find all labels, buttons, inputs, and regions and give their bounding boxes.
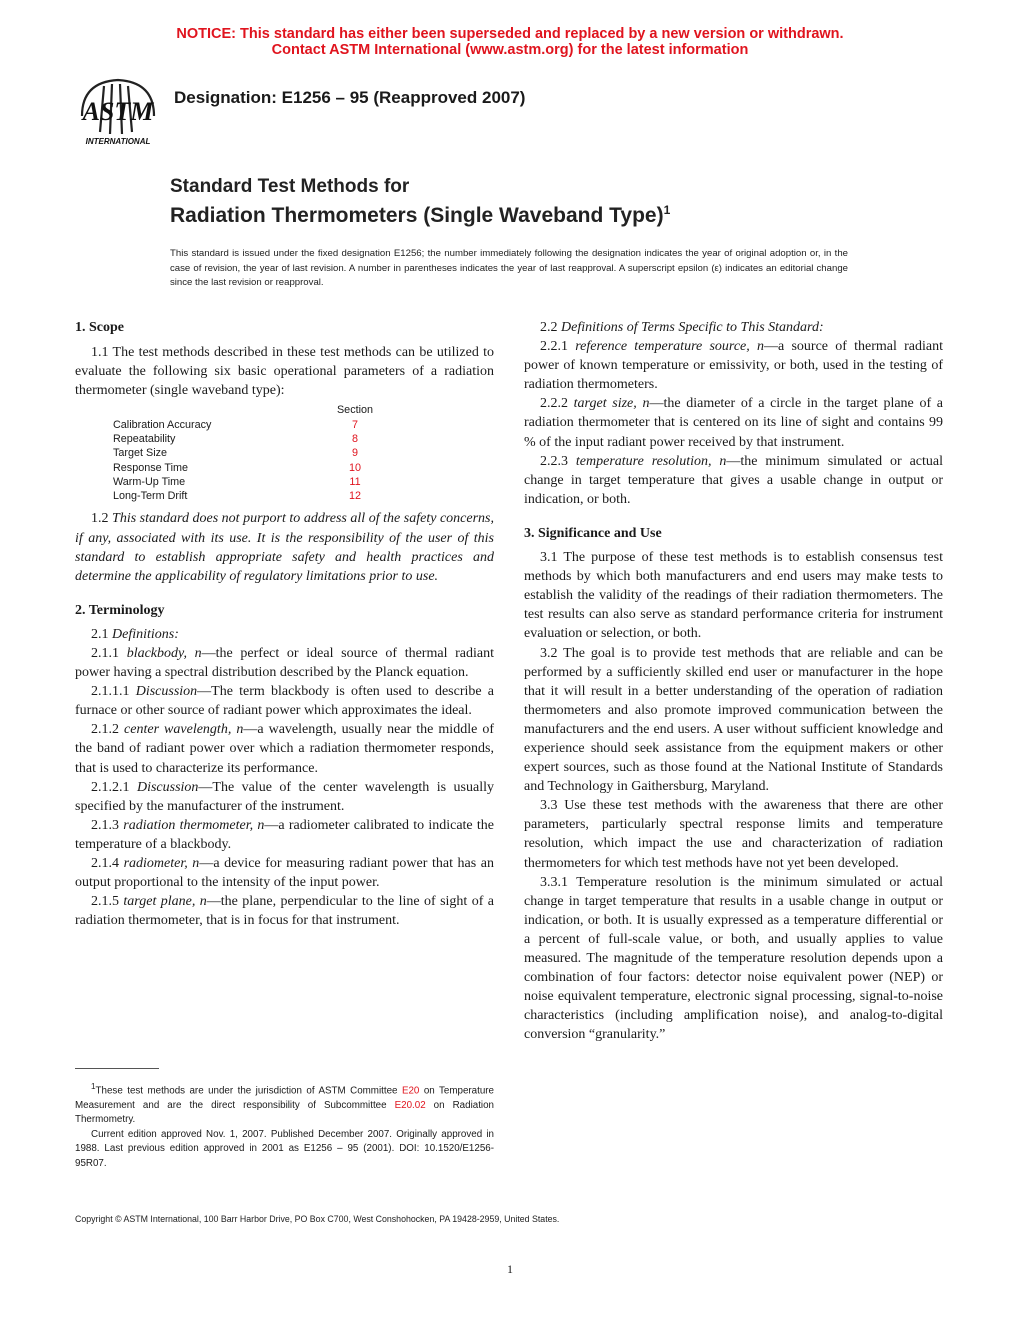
section-link[interactable]: 9: [351, 447, 358, 460]
term: target plane, n: [123, 894, 207, 910]
para-number: 2.1.3: [91, 817, 124, 833]
para-3-3: 3.3 Use these test methods with the awareness that there are other parameters, particularly spectral response limits and temperature resolution, which impact the use and characterization of radiation thermometers for which test methods have not yet been developed.: [524, 798, 943, 871]
right-column: [524, 318, 943, 1044]
title-line-2-text: Radiation Thermometers (Single Waveband Type): [170, 204, 664, 227]
section-row: [113, 446, 494, 460]
term: Discussion: [136, 779, 199, 795]
para-2-2-2: [524, 394, 943, 451]
para-2-1-2-1: [75, 778, 494, 816]
footnote-1: [75, 1080, 494, 1128]
definition: —The term blackbody is often used to describe a furnace or other source of radiant power which approximates the ideal.: [75, 684, 495, 719]
title-footnote-mark: 1: [663, 203, 671, 217]
significance-heading: 3. Significance and Use: [524, 525, 662, 541]
para-2-1-1: [75, 644, 494, 682]
footnote-text: These test methods are under the jurisdiction of ASTM Committee: [95, 1085, 402, 1097]
para-3-1: 3.1 The purpose of these test methods is to establish consensus test methods by which both manufacturers and end users may make tests to establish the validity of the readings of their radiation thermometers. The test results can also serve as standard performance criteria for instrument evaluation or selection, or both.: [524, 550, 943, 642]
subcommittee-link[interactable]: E20.02: [394, 1099, 426, 1111]
title-line-1: Standard Test Methods for: [170, 176, 410, 197]
definition: —a wavelength, usually near the middle of the band of radiant power over which a radiation thermometer responds, that is used to characterize its performance.: [75, 722, 494, 776]
definition: —The value of the center wavelength is usually specified by the manufacturer of the instrument.: [75, 779, 495, 814]
para-number: 1.2: [91, 511, 113, 527]
section-name: Calibration Accuracy: [113, 418, 212, 431]
section-name: Repeatability: [113, 432, 176, 445]
para-number: 2.1.4: [91, 856, 124, 872]
terminology-heading: 2. Terminology: [75, 602, 165, 618]
safety-statement: This standard does not purport to address all of the safety concerns, if any, associated with its use. It is the responsibility of the user of this standard to establish appropriate safety and health practices and determine the applicability of regulatory limitations prior to use.: [75, 511, 494, 584]
para-number: 2.1.1: [91, 646, 127, 662]
term: radiometer, n: [123, 856, 200, 872]
para-number: 2.1.2.1: [91, 779, 137, 795]
astm-logo-icon: [74, 76, 162, 148]
para-2-1-3: [75, 816, 494, 854]
definition: —the minimum simulated or actual change in target temperature that gives a usable change in output or indication, or both.: [524, 453, 944, 507]
section-link[interactable]: 12: [348, 490, 361, 503]
para-number: 2.1.2: [91, 722, 125, 738]
para-2-1-4: [75, 854, 494, 892]
definition: —the diameter of a circle in the target plane of a radiation thermometer that is centered on its line of sight and contains 99 % of the input radiant power received by that instrument.: [524, 396, 943, 450]
issued-note: This standard is issued under the fixed designation E1256; the number immediately following the designation indicates the year of original adoption or, in the case of revision, the year of last revision. A number in parentheses indicates the year of last reapproval. A superscript epsilon (ε) indicates an editorial change since the last revision or reapproval.: [170, 248, 848, 289]
definition: —a source of thermal radiant power of known temperature or emissivity, or both, used in the testing of radiation thermometers.: [524, 339, 944, 393]
section-name: Target Size: [113, 447, 168, 460]
title-line-2: [170, 198, 670, 228]
para-2-2-1: [524, 337, 943, 394]
definition: —a device for measuring radiant power that has an output proportional to the intensity of the input power.: [75, 856, 494, 891]
document-title: [170, 175, 670, 228]
para-number: 2.2.2: [540, 396, 574, 412]
para-3-2: 3.2 The goal is to provide test methods that are reliable and can be performed by a sufficiently skilled end user or manufacturer in the hope that it will result in a better understanding of the operation of radiation thermometers and also promote improved communication between the manufacturers and the end users. A user without sufficient knowledge and experience should seek assistance from the equipment makers or other expert sources, such as those found at the National Institute of Standards and Technology in Gaithersburg, Maryland.: [524, 645, 943, 795]
para-number: 2.1.5: [91, 894, 124, 910]
term: Discussion: [135, 684, 198, 700]
scope-heading: 1. Scope: [75, 320, 124, 335]
page-number: 1: [507, 1262, 513, 1276]
committee-link[interactable]: E20: [401, 1085, 420, 1097]
para-number: 2.2.1: [540, 339, 576, 355]
term: temperature resolution, n: [575, 453, 727, 469]
withdrawal-notice: [0, 26, 1020, 58]
para-number: 2.1: [91, 626, 112, 642]
section-column-header: Section: [336, 404, 373, 417]
term: Definitions of Terms Specific to This Standard:: [561, 320, 824, 335]
term: target size, n: [573, 396, 650, 412]
para-2-1-5: [75, 892, 494, 930]
footnote: [75, 1080, 494, 1171]
definition: —the perfect or ideal source of thermal radiant power having a spectral distribution described by the Planck equation.: [75, 646, 495, 681]
term: blackbody, n: [126, 646, 202, 662]
section-row: [113, 418, 494, 432]
section-link[interactable]: 7: [351, 418, 358, 431]
term: reference temperature source, n: [575, 339, 764, 355]
para-2-1-2: [75, 720, 494, 777]
footnote-edition: Current edition approved Nov. 1, 2007. Published December 2007. Originally approved in 1988. Last previous edition approved in 2001 as E1256 – 95 (2001). DOI: 10.1520/E1256-95R07.: [75, 1128, 494, 1169]
logo-label: INTERNATIONAL: [85, 137, 151, 146]
section-row: [113, 432, 494, 446]
para-1-2: [75, 509, 494, 585]
para-number: 2.2: [540, 320, 561, 335]
section-row: [113, 475, 494, 489]
astm-logo: [74, 76, 162, 148]
term: center wavelength, n: [124, 722, 244, 738]
para-2-2-3: [524, 452, 943, 509]
section-link[interactable]: 11: [349, 475, 361, 488]
para-2-1: [75, 625, 494, 644]
section-name: Response Time: [113, 461, 189, 474]
notice-line-1: NOTICE: This standard has either been superseded and replaced by a new version or withdrawn.: [176, 26, 844, 42]
notice-line-2: Contact ASTM International (www.astm.org) for the latest information: [271, 42, 749, 58]
footnote-mark: 1: [91, 1082, 96, 1091]
designation: Designation: E1256 – 95 (Reapproved 2007): [174, 88, 526, 107]
left-column: [75, 318, 494, 930]
footnote-text: on Radiation Thermometry.: [75, 1099, 494, 1126]
para-2-2: [524, 318, 943, 337]
section-name: Warm-Up Time: [113, 475, 186, 488]
section-name: Long-Term Drift: [113, 490, 188, 503]
para-2-1-1-1: [75, 682, 494, 720]
para-1-1: 1.1 The test methods described in these test methods can be utilized to evaluate the following six basic operational parameters of a radiation thermometer (single waveband type):: [75, 345, 494, 399]
section-link[interactable]: 10: [348, 461, 361, 474]
copyright: Copyright © ASTM International, 100 Barr Harbor Drive, PO Box C700, West Conshohocken, PA 19428-2959, United States.: [75, 1214, 560, 1224]
definition: —the plane, perpendicular to the line of sight of a radiation thermometer, that is in focus for that instrument.: [75, 894, 495, 929]
footnote-divider: [75, 1068, 159, 1069]
definition: —a radiometer calibrated to indicate the temperature of a blackbody.: [75, 817, 495, 852]
section-row: [113, 461, 494, 475]
section-table: [113, 403, 494, 503]
para-3-3-1: 3.3.1 Temperature resolution is the minimum simulated or actual change in target temperature that results in a usable change in output or indication, or both. It is usually expressed as a temperature differential or a percent of full-scale value, or both, and usually applies to value measured. The magnitude of the temperature resolution depends upon a combination of four factors: detector noise equivalent power (NEP) or noise equivalent temperature, electronic signal processing, signal-to-noise characteristics (including amplification noise), and analog-to-digital conversion “granularity.”: [524, 874, 943, 1043]
section-link[interactable]: 8: [351, 432, 358, 445]
para-number: 2.2.3: [540, 453, 576, 469]
term: Definitions:: [112, 626, 179, 642]
section-row: [113, 489, 494, 503]
logo-text: ASTM: [82, 97, 154, 126]
footnote-text: on Temperature Measurement and are the direct responsibility of Subcommittee: [75, 1085, 494, 1111]
para-number: 2.1.1.1: [91, 684, 136, 700]
term: radiation thermometer, n: [123, 817, 265, 833]
